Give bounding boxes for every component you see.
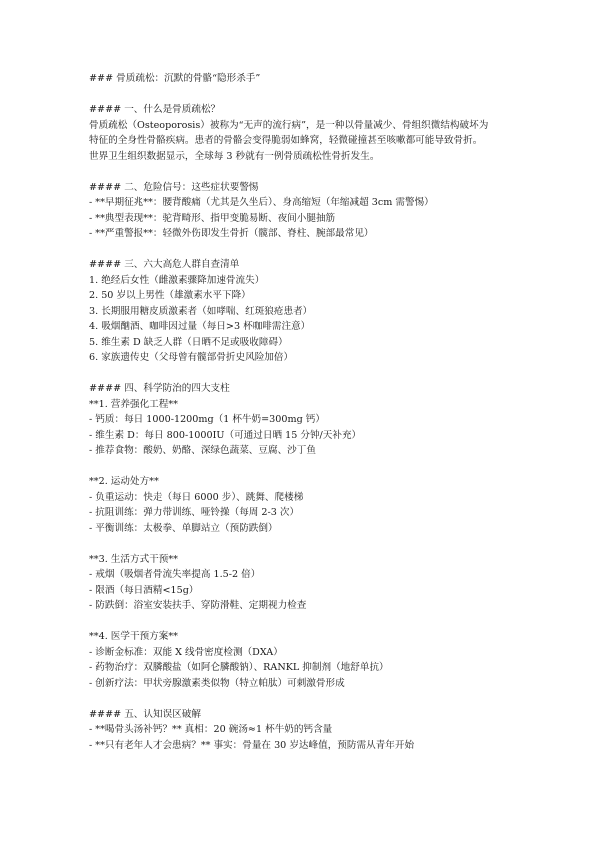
spacer — [89, 536, 529, 552]
spacer — [89, 614, 529, 630]
paragraph-line: 特征的全身性骨骼疾病。患者的骨骼会变得脆弱如蜂窝，轻微碰撞甚至咳嗽都可能导致骨折。 — [89, 135, 483, 146]
list-item: - 抗阻训练：弹力带训练、哑铃操（每周 2-3 次） — [89, 507, 300, 518]
list-item: - 戒烟（吸烟者骨流失率提高 1.5-2 倍） — [89, 569, 261, 580]
list-item: 2. 50 岁以上男性（雄激素水平下降） — [89, 290, 251, 301]
list-item: 6. 家族遗传史（父母曾有髋部骨折史风险加倍） — [89, 352, 294, 363]
paragraph-line: 世界卫生组织数据显示，全球每 3 秒就有一例骨质疏松性骨折发生。 — [89, 150, 380, 162]
list-item: - **喝骨头汤补钙？** 真相：20 碗汤≈1 杯牛奶的钙含量 — [89, 724, 333, 735]
list-item: - 维生素 D：每日 800-1000IU（可通过日晒 15 分钟/天补充） — [89, 429, 362, 441]
list-item: - **只有老年人才会患病？** 事实：骨量在 30 岁达峰值，预防需从青年开始 — [89, 739, 415, 751]
list-item: - 限酒（每日酒精<15g） — [89, 584, 199, 596]
section-heading-misconceptions: #### 五、认知误区破解 — [89, 708, 201, 720]
list-item: - **严重警报**：轻微外伤即发生骨折（髋部、脊柱、腕部最常见） — [89, 228, 374, 239]
list-item: - 钙质：每日 1000-1200mg（1 杯牛奶=300mg 钙） — [89, 414, 325, 425]
list-item: 5. 维生素 D 缺乏人群（日晒不足或吸收障碍） — [89, 336, 288, 348]
spacer — [89, 242, 529, 258]
subsection-title-medical: **4. 医学干预方案** — [89, 631, 178, 642]
spacer — [89, 691, 529, 707]
spacer — [89, 459, 529, 475]
list-item: 4. 吸烟酗酒、咖啡因过量（每日>3 杯咖啡需注意） — [89, 321, 311, 332]
list-item: - 防跌倒：浴室安装扶手、穿防滑鞋、定期视力检查 — [89, 600, 307, 611]
spacer — [89, 164, 529, 180]
document-body — [89, 71, 529, 753]
list-item: - 平衡训练：太极拳、单脚站立（预防跌倒） — [89, 522, 278, 534]
subsection-title-exercise: **2. 运动处方** — [89, 476, 159, 487]
subsection-title-lifestyle: **3. 生活方式干预** — [89, 553, 178, 565]
document-title: ### 骨质疏松：沉默的骨骼“隐形杀手” — [89, 73, 261, 84]
spacer — [89, 366, 529, 382]
list-item: - **典型表现**：驼背畸形、指甲变脆易断、夜间小腿抽筋 — [89, 212, 336, 224]
list-item: - 药物治疗：双膦酸盐（如阿仑膦酸钠）、RANKL 抑制剂（地舒单抗） — [89, 662, 389, 673]
list-item: - **早期征兆**：腰背酸痛（尤其是久坐后）、身高缩短（年缩减超 3cm 需警惕） — [89, 197, 434, 208]
list-item: 3. 长期服用糖皮质激素者（如哮喘、红斑狼疮患者） — [89, 305, 313, 317]
paragraph-line: 骨质疏松（Osteoporosis）被称为“无声的流行病”，是一种以骨量减少、骨组织微结构破坏为 — [89, 119, 489, 131]
section-heading-four-pillars: #### 四、科学防治的四大支柱 — [89, 383, 230, 394]
list-item: - 推荐食物：酸奶、奶酪、深绿色蔬菜、豆腐、沙丁鱼 — [89, 445, 316, 456]
spacer — [89, 87, 529, 103]
section-heading-high-risk-groups: #### 三、六大高危人群自查清单 — [89, 259, 240, 270]
list-item: - 创新疗法：甲状旁腺激素类似物（特立帕肽）可刺激骨形成 — [89, 677, 345, 689]
list-item: 1. 绝经后女性（雌激素骤降加速骨流失） — [89, 274, 265, 286]
section-heading-what-is-osteoporosis: #### 一、什么是骨质疏松？ — [89, 104, 221, 115]
list-item: - 诊断金标准：双能 X 线骨密度检测（DXA） — [89, 646, 283, 658]
section-heading-warning-signs: #### 二、危险信号：这些症状要警惕 — [89, 181, 259, 193]
list-item: - 负重运动：快走（每日 6000 步）、跳舞、爬楼梯 — [89, 491, 304, 503]
subsection-title-nutrition: **1. 营养强化工程** — [89, 398, 178, 410]
